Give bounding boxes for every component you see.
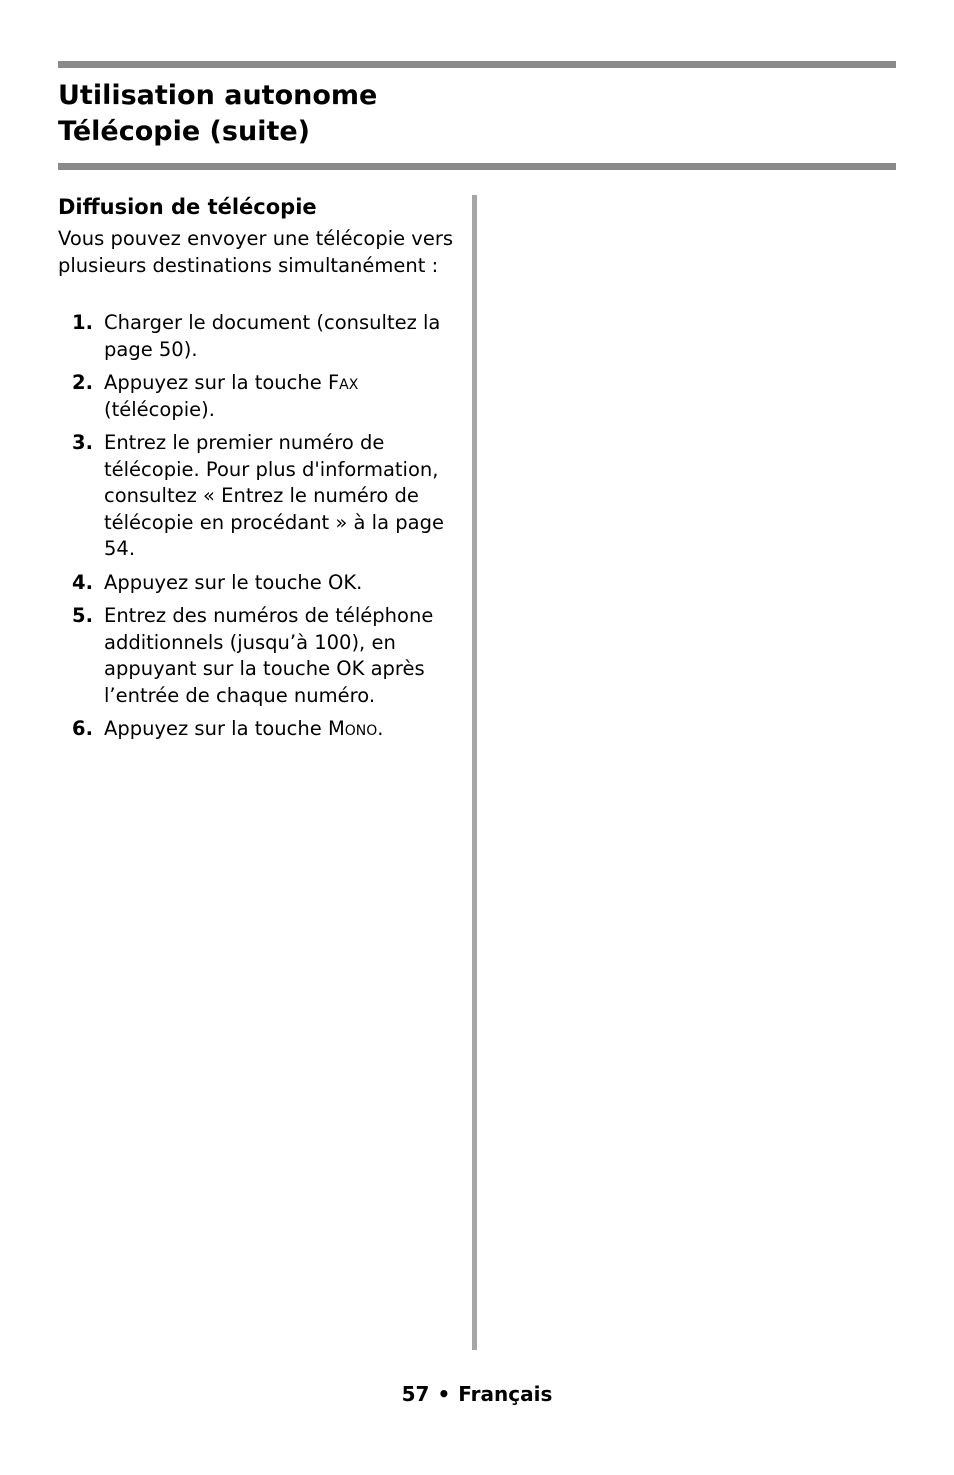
footer-separator: • xyxy=(437,1382,451,1406)
step-text: Entrez des numéros de téléphone additionnels (jusqu’à 100), en appuyant sur la touche OK après l’entrée de chaque numéro. xyxy=(104,604,434,707)
step-text-suffix: . xyxy=(377,717,384,740)
section-intro: Vous pouvez envoyer une télécopie vers plusieurs destinations simultanément : xyxy=(58,227,454,277)
header-bottom-rule xyxy=(58,163,896,170)
step-number: 1. xyxy=(72,311,93,334)
header-top-rule xyxy=(58,61,896,68)
step-item xyxy=(58,310,458,363)
step-number: 2. xyxy=(72,371,93,394)
mono-key-label: Mono xyxy=(327,717,378,740)
section-heading: Diffusion de télécopie xyxy=(58,195,317,219)
footer-language: Français xyxy=(458,1382,553,1406)
step-text-suffix: (télécopie). xyxy=(104,397,215,421)
step-item xyxy=(58,430,458,563)
steps-list xyxy=(58,310,458,750)
step-number: 6. xyxy=(72,717,93,740)
step-number: 5. xyxy=(72,604,93,627)
step-text: Appuyez sur le touche OK. xyxy=(104,570,363,594)
page-footer xyxy=(0,1380,954,1408)
step-number: 4. xyxy=(72,570,93,594)
step-text: Entrez le premier numéro de télécopie. Pour plus d'information, consultez « Entrez le numéro de télécopie en procédant » à la page 54. xyxy=(104,431,444,560)
page-title-line-2: Télécopie (suite) xyxy=(58,116,311,147)
page-title-line-1: Utilisation autonome xyxy=(58,80,378,111)
page-title xyxy=(58,78,377,150)
step-item xyxy=(58,603,458,709)
column-divider xyxy=(472,195,477,1350)
step-item xyxy=(58,570,458,597)
step-item xyxy=(58,370,458,423)
step-text: Appuyez sur la touche xyxy=(104,717,328,740)
step-number: 3. xyxy=(72,431,93,454)
step-text: Appuyez sur la touche xyxy=(104,371,328,394)
fax-key-label: Fax xyxy=(327,371,359,394)
page-number: 57 xyxy=(401,1382,430,1406)
step-text: Charger le document (consultez la page 50). xyxy=(104,311,441,361)
step-item xyxy=(58,716,458,743)
